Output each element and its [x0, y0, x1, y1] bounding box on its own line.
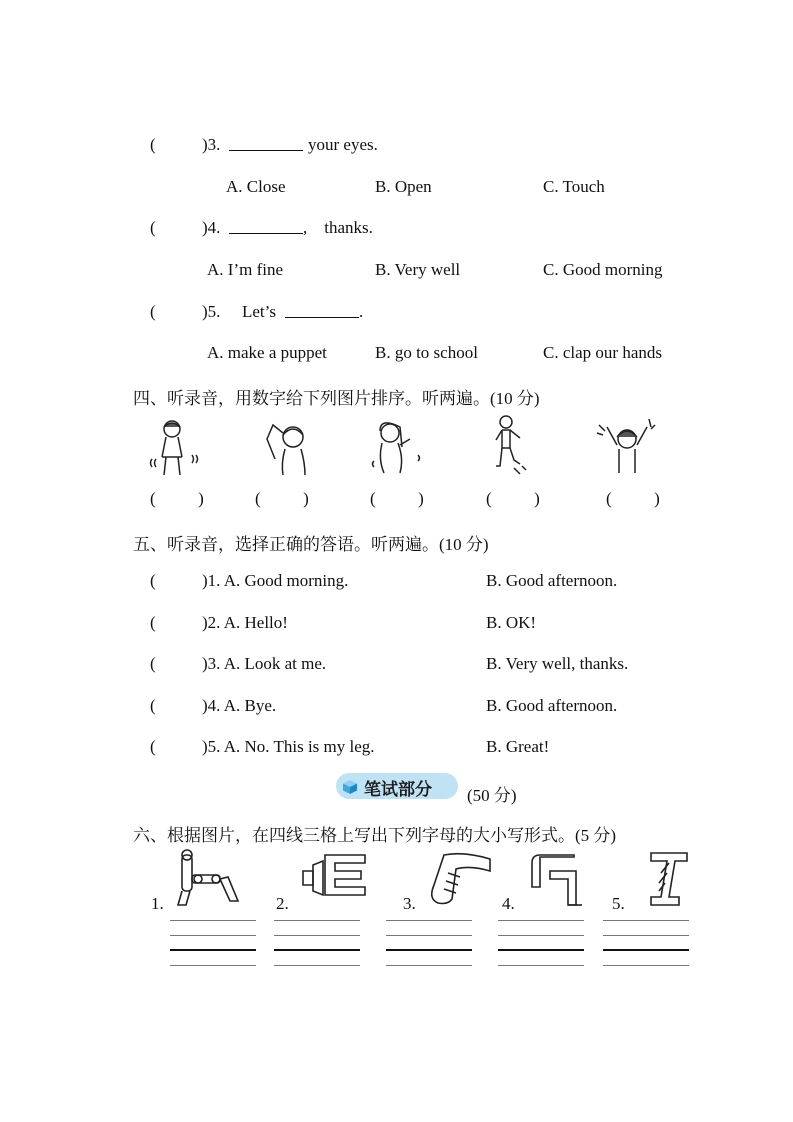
writing-grid-3[interactable]: [386, 920, 472, 966]
question-text: your eyes.: [308, 135, 378, 154]
writing-grid-5[interactable]: [603, 920, 689, 966]
letter-number: 4.: [502, 894, 515, 913]
cube-icon: [341, 778, 359, 796]
answer-bracket-open[interactable]: (: [150, 571, 156, 590]
answer-bracket-open[interactable]: (: [150, 654, 156, 673]
writing-grid-1[interactable]: [170, 920, 256, 966]
letter-number: 2.: [276, 894, 289, 913]
option-a: )4. A. Bye.: [202, 696, 277, 715]
option-c: C. Good morning: [543, 260, 663, 279]
option-b: B. Good afternoon.: [486, 571, 618, 590]
section-5-title: 五、听录音，选择正确的答语。听两遍。(10 分): [133, 535, 489, 554]
written-part-label: 笔试部分: [364, 780, 432, 800]
option-a: )5. A. No. This is my leg.: [202, 737, 375, 756]
answer-bracket[interactable]: ( ): [486, 489, 540, 508]
answer-bracket-open: (: [150, 302, 156, 321]
question-number: )3.: [202, 135, 221, 154]
option-a: A. I’m fine: [207, 260, 284, 279]
option-a: A. make a puppet: [207, 343, 327, 362]
letter-number: 1.: [151, 894, 164, 913]
question-text: .: [359, 302, 364, 321]
letter-h-picture: [172, 849, 242, 909]
question-number: )4.: [202, 218, 221, 237]
picture-child-stamping-feet: [484, 412, 532, 478]
section-6-title: 六、根据图片，在四线三格上写出下列字母的大小写形式。(5 分): [133, 826, 617, 845]
picture-child-waving-hands: [595, 415, 659, 479]
letter-number: 5.: [612, 894, 625, 913]
question-text: , thanks.: [303, 218, 373, 237]
answer-bracket-open: (: [150, 135, 156, 154]
option-a: )2. A. Hello!: [202, 613, 288, 632]
option-b: B. Great!: [486, 737, 550, 756]
picture-girl-touching-ear: [366, 415, 430, 479]
answer-bracket[interactable]: ( ): [150, 489, 204, 508]
option-a: )3. A. Look at me.: [202, 654, 327, 673]
answer-bracket[interactable]: ( ): [606, 489, 660, 508]
answer-bracket[interactable]: ( ): [255, 489, 309, 508]
section-4-title: 四、听录音，用数字给下列图片排序。听两遍。(10 分): [133, 389, 540, 408]
option-a: )1. A. Good morning.: [202, 571, 349, 590]
question-text-before: Let’s: [242, 302, 276, 321]
letter-g-picture: [528, 849, 588, 909]
question-number: )5.: [202, 302, 221, 321]
option-b: B. Very well: [375, 260, 461, 279]
option-b: B. Open: [375, 177, 432, 196]
written-part-score: (50 分): [467, 786, 517, 805]
letter-e-picture: [297, 849, 373, 909]
picture-child-touching-head: [263, 415, 327, 479]
answer-bracket-open[interactable]: (: [150, 613, 156, 632]
letter-l-picture: [430, 849, 496, 909]
letter-number: 3.: [403, 894, 416, 913]
option-b: B. go to school: [375, 343, 478, 362]
writing-grid-4[interactable]: [498, 920, 584, 966]
answer-bracket-open[interactable]: (: [150, 696, 156, 715]
answer-bracket[interactable]: ( ): [370, 489, 424, 508]
option-b: B. Good afternoon.: [486, 696, 618, 715]
option-b: B. Very well, thanks.: [486, 654, 629, 673]
answer-bracket-open[interactable]: (: [150, 737, 156, 756]
letter-i-picture: [643, 849, 693, 909]
option-c: C. Touch: [543, 177, 605, 196]
fill-blank[interactable]: [285, 303, 359, 318]
option-b: B. OK!: [486, 613, 537, 632]
answer-bracket-open: (: [150, 218, 156, 237]
writing-grid-2[interactable]: [274, 920, 360, 966]
picture-child-shaking-legs: [146, 415, 210, 479]
option-a: A. Close: [226, 177, 286, 196]
fill-blank[interactable]: [229, 219, 303, 234]
fill-blank[interactable]: [229, 136, 303, 151]
option-c: C. clap our hands: [543, 343, 662, 362]
